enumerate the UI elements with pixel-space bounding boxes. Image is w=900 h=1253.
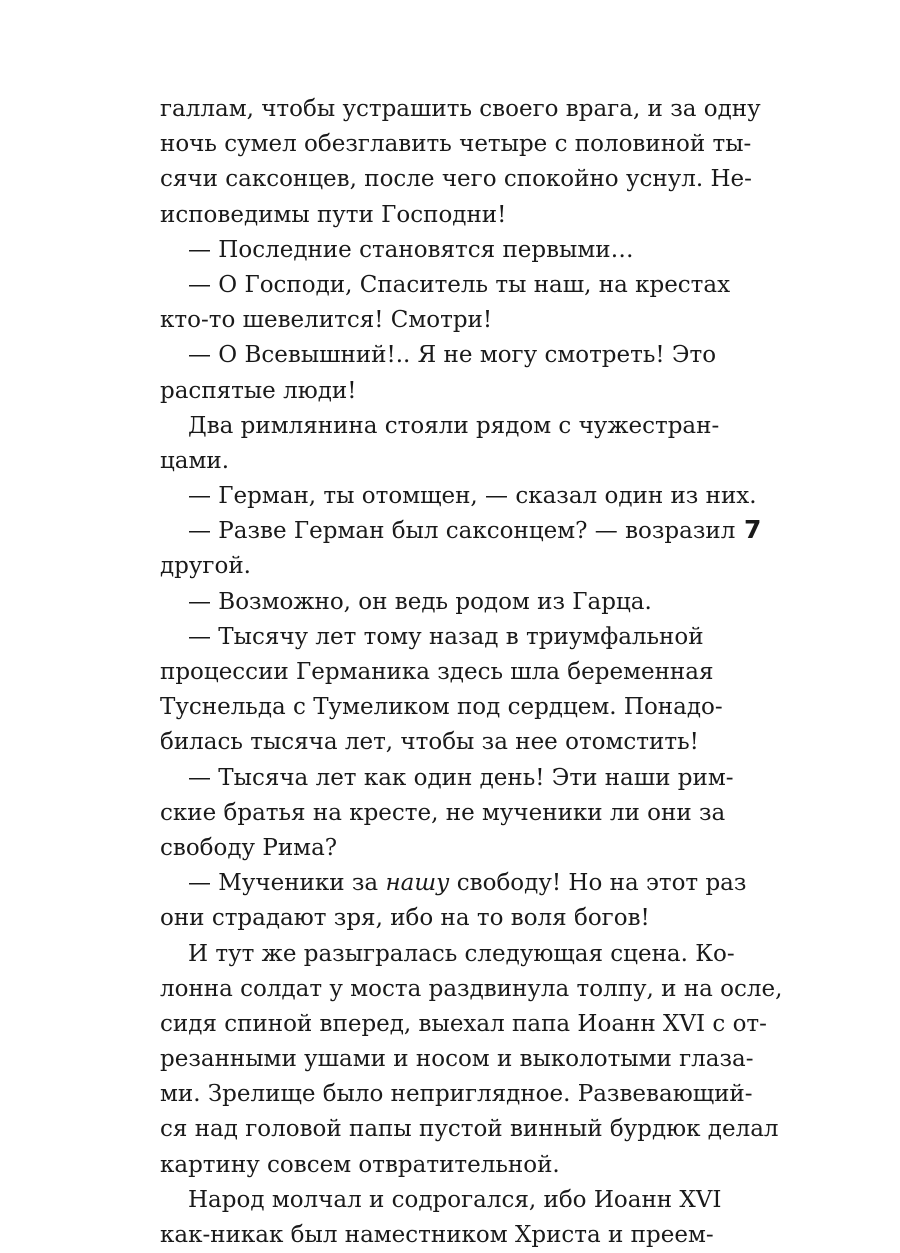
- text-line: свободу Рима?: [160, 834, 338, 861]
- text-line: — Герман, ты отомщен, — сказал один из них.: [188, 483, 757, 510]
- text-line: распятые люди!: [160, 377, 357, 404]
- text-line: Туснельда с Тумеликом под сердцем. Понадо-: [160, 694, 723, 721]
- text-segment: свободу! Но на этот раз: [449, 870, 747, 897]
- text-line: — Возможно, он ведь родом из Гарца.: [188, 588, 652, 615]
- text-line: ся над головой папы пустой винный бурдюк делал: [160, 1116, 779, 1143]
- text-line: исповедимы пути Господни!: [160, 201, 507, 228]
- text-line: кто-то шевелится! Смотри!: [160, 307, 493, 334]
- text-line-with-emphasis: [160, 866, 747, 901]
- text-line: процессии Германика здесь шла беременная: [160, 659, 714, 685]
- text-line: ские братья на кресте, не мученики ли они за: [160, 799, 726, 826]
- text-line: другой.: [160, 553, 251, 580]
- text-line: И тут же разыгралась следующая сцена. Ко-: [188, 940, 735, 967]
- text-line: цами.: [160, 447, 230, 474]
- text-line: — О Всевышний!.. Я не могу смотреть! Это: [188, 342, 717, 369]
- text-line: — Разве Герман был саксонцем? — возразил: [188, 518, 736, 545]
- text-line: Народ молчал и содрогался, ибо Иоанн XVI: [188, 1186, 722, 1213]
- body-text: [160, 92, 783, 1253]
- text-line: картину совсем отвратительной.: [160, 1151, 560, 1178]
- text-line: лонна солдат у моста раздвинула толпу, и на осле,: [160, 975, 783, 1002]
- text-line: — Тысячу лет тому назад в триумфальной: [188, 623, 704, 650]
- text-line: — Последние становятся первыми…: [188, 236, 634, 263]
- text-line: они страдают зря, ибо на то воля богов!: [160, 905, 650, 932]
- text-line: ми. Зрелище было неприглядное. Развевающий-: [160, 1081, 753, 1108]
- text-line: билась тысяча лет, чтобы за нее отомстить!: [160, 729, 699, 756]
- text-line: ночь сумел обезглавить четыре с половиной ты-: [160, 131, 752, 158]
- text-line: Два римлянина стояли рядом с чужестран-: [188, 412, 720, 439]
- text-line: галлам, чтобы устрашить своего врага, и за одну: [160, 96, 761, 122]
- text-line: сидя спиной вперед, выехал папа Иоанн XVI с от-: [160, 1010, 767, 1037]
- text-line: резанными ушами и носом и выколотыми глаза-: [160, 1046, 754, 1073]
- page-number: 7: [744, 515, 762, 544]
- text-line: — О Господи, Спаситель ты наш, на крестах: [188, 271, 731, 298]
- emphasized-word: нашу: [385, 870, 450, 897]
- text-segment: — Мученики за: [188, 870, 386, 897]
- text-line: — Тысяча лет как один день! Эти наши рим-: [188, 764, 734, 791]
- text-line: сячи саксонцев, после чего спокойно уснул. Не-: [160, 166, 752, 193]
- text-line: как-никак был наместником Христа и преем-: [160, 1222, 714, 1248]
